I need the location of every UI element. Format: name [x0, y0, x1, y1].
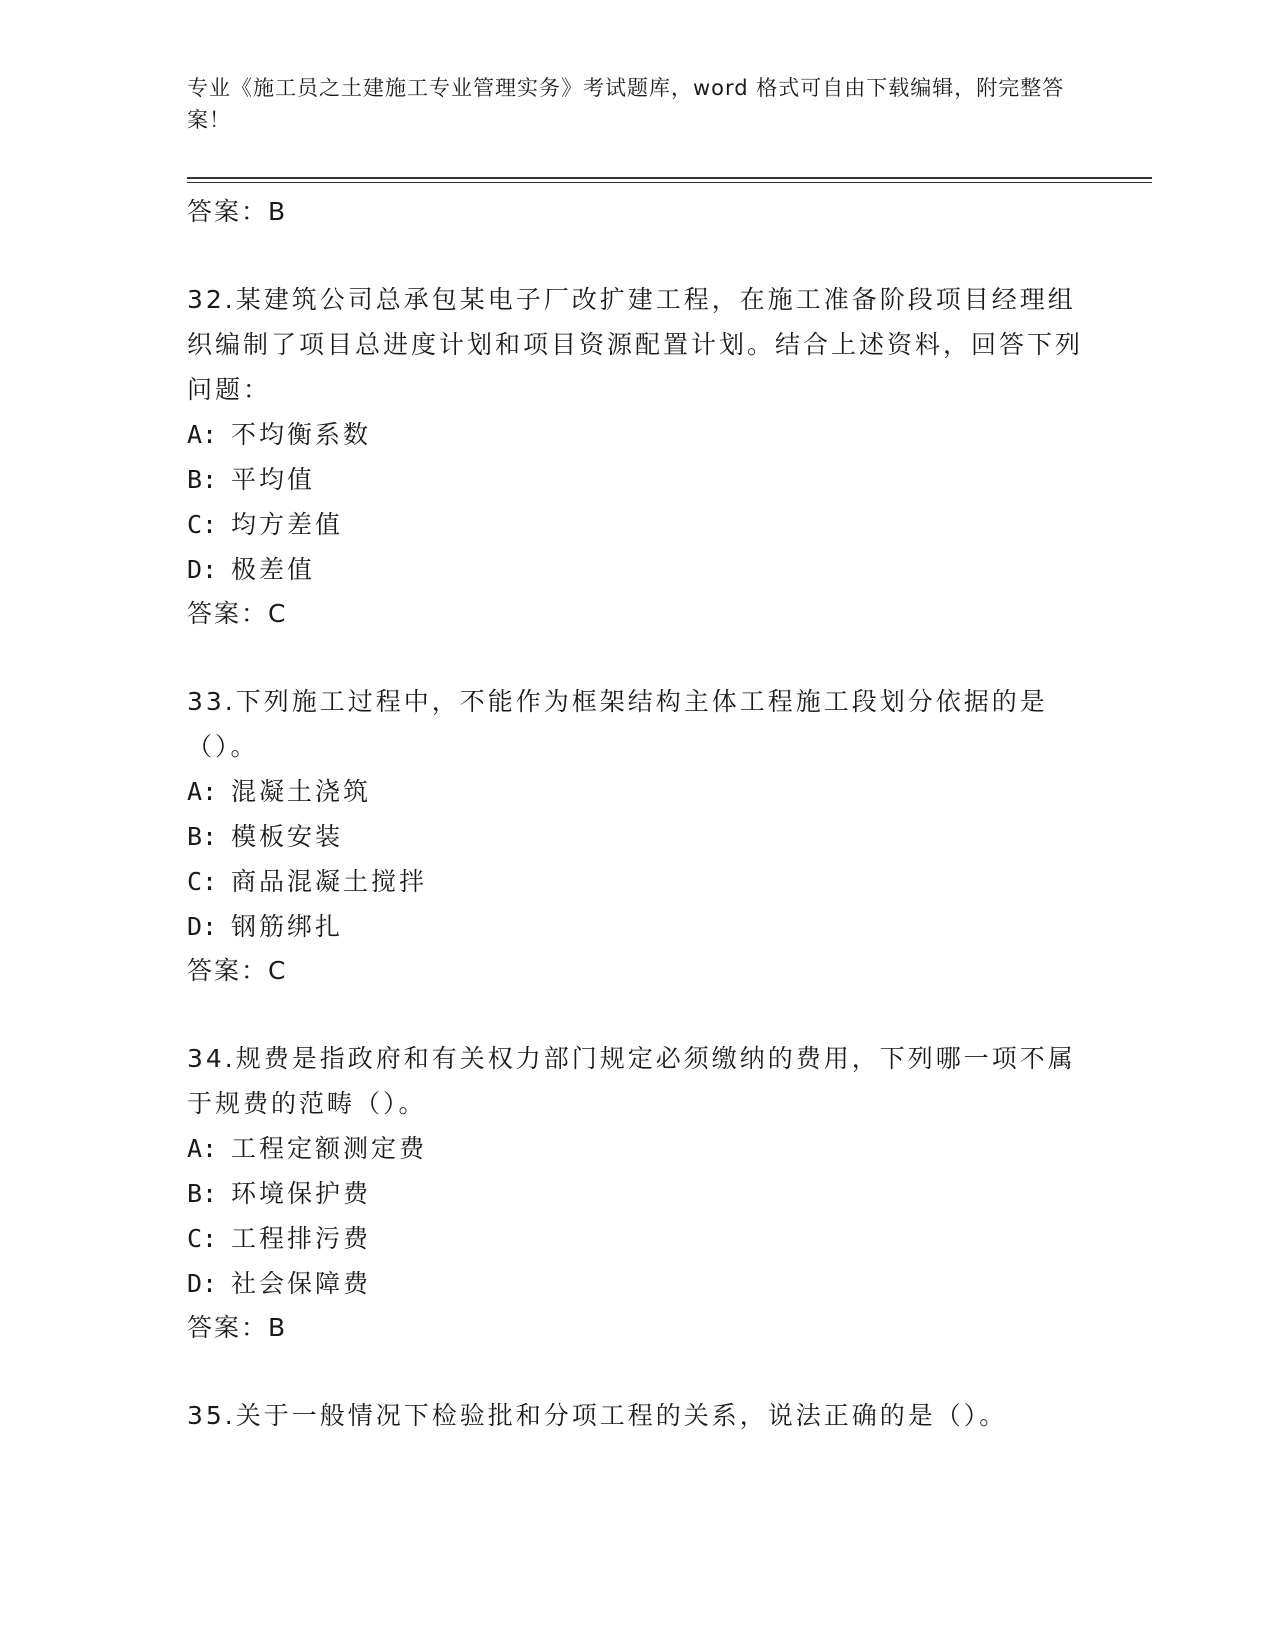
- answer-33: 答案：C: [187, 956, 288, 985]
- option-text: 钢筋绑扎: [231, 912, 344, 941]
- option-a: [187, 1126, 1087, 1171]
- option-text: 环境保护费: [231, 1179, 372, 1208]
- question-text: 35.关于一般情况下检验批和分项工程的关系，说法正确的是（）。: [187, 1401, 1008, 1430]
- question-34: [187, 1036, 1087, 1350]
- question-text: 34.规费是指政府和有关权力部门规定必须缴纳的费用，下列哪一项不属于规费的范畴（）。: [187, 1044, 1076, 1118]
- option-b: [187, 1171, 1087, 1216]
- option-text: 社会保障费: [231, 1269, 372, 1298]
- header-divider: [187, 177, 1152, 183]
- answer-previous: 答案：B: [187, 197, 288, 226]
- option-b: [187, 457, 1087, 502]
- option-b: [187, 814, 1087, 859]
- option-text: 混凝土浇筑: [231, 777, 372, 806]
- question-text: 33.下列施工过程中，不能作为框架结构主体工程施工段划分依据的是（）。: [187, 687, 1048, 761]
- option-key: A:: [187, 1134, 218, 1163]
- option-key: D:: [187, 912, 218, 941]
- option-key: C:: [187, 1224, 218, 1253]
- option-text: 模板安装: [231, 822, 344, 851]
- option-key: A:: [187, 777, 218, 806]
- header-note: 专业《施工员之土建施工专业管理实务》考试题库，word 格式可自由下载编辑，附完整答案！: [187, 76, 1065, 132]
- option-text: 工程排污费: [231, 1224, 372, 1253]
- option-key: B:: [187, 1179, 218, 1208]
- option-d: [187, 547, 1087, 592]
- question-33: [187, 679, 1087, 993]
- option-c: [187, 859, 1087, 904]
- option-d: [187, 1261, 1087, 1306]
- option-text: 平均值: [231, 465, 316, 494]
- option-c: [187, 1216, 1087, 1261]
- option-c: [187, 502, 1087, 547]
- option-key: B:: [187, 822, 218, 851]
- option-a: [187, 769, 1087, 814]
- option-a: [187, 412, 1087, 457]
- option-key: B:: [187, 465, 218, 494]
- question-32: [187, 277, 1087, 636]
- answer-34: 答案：B: [187, 1313, 288, 1342]
- option-text: 商品混凝土搅拌: [231, 867, 428, 896]
- option-text: 工程定额测定费: [231, 1134, 428, 1163]
- answer-32: 答案：C: [187, 599, 288, 628]
- document-page: [187, 72, 1087, 1438]
- option-text: 不均衡系数: [231, 420, 372, 449]
- question-text: 32.某建筑公司总承包某电子厂改扩建工程，在施工准备阶段项目经理组织编制了项目总进度计划和项目资源配置计划。结合上述资料，回答下列问题：: [187, 285, 1084, 404]
- option-key: C:: [187, 867, 218, 896]
- option-key: C:: [187, 510, 218, 539]
- option-key: D:: [187, 1269, 218, 1298]
- question-35: [187, 1393, 1087, 1438]
- option-key: A:: [187, 420, 218, 449]
- option-key: D:: [187, 555, 218, 584]
- option-d: [187, 904, 1087, 949]
- option-text: 均方差值: [231, 510, 344, 539]
- option-text: 极差值: [231, 555, 316, 584]
